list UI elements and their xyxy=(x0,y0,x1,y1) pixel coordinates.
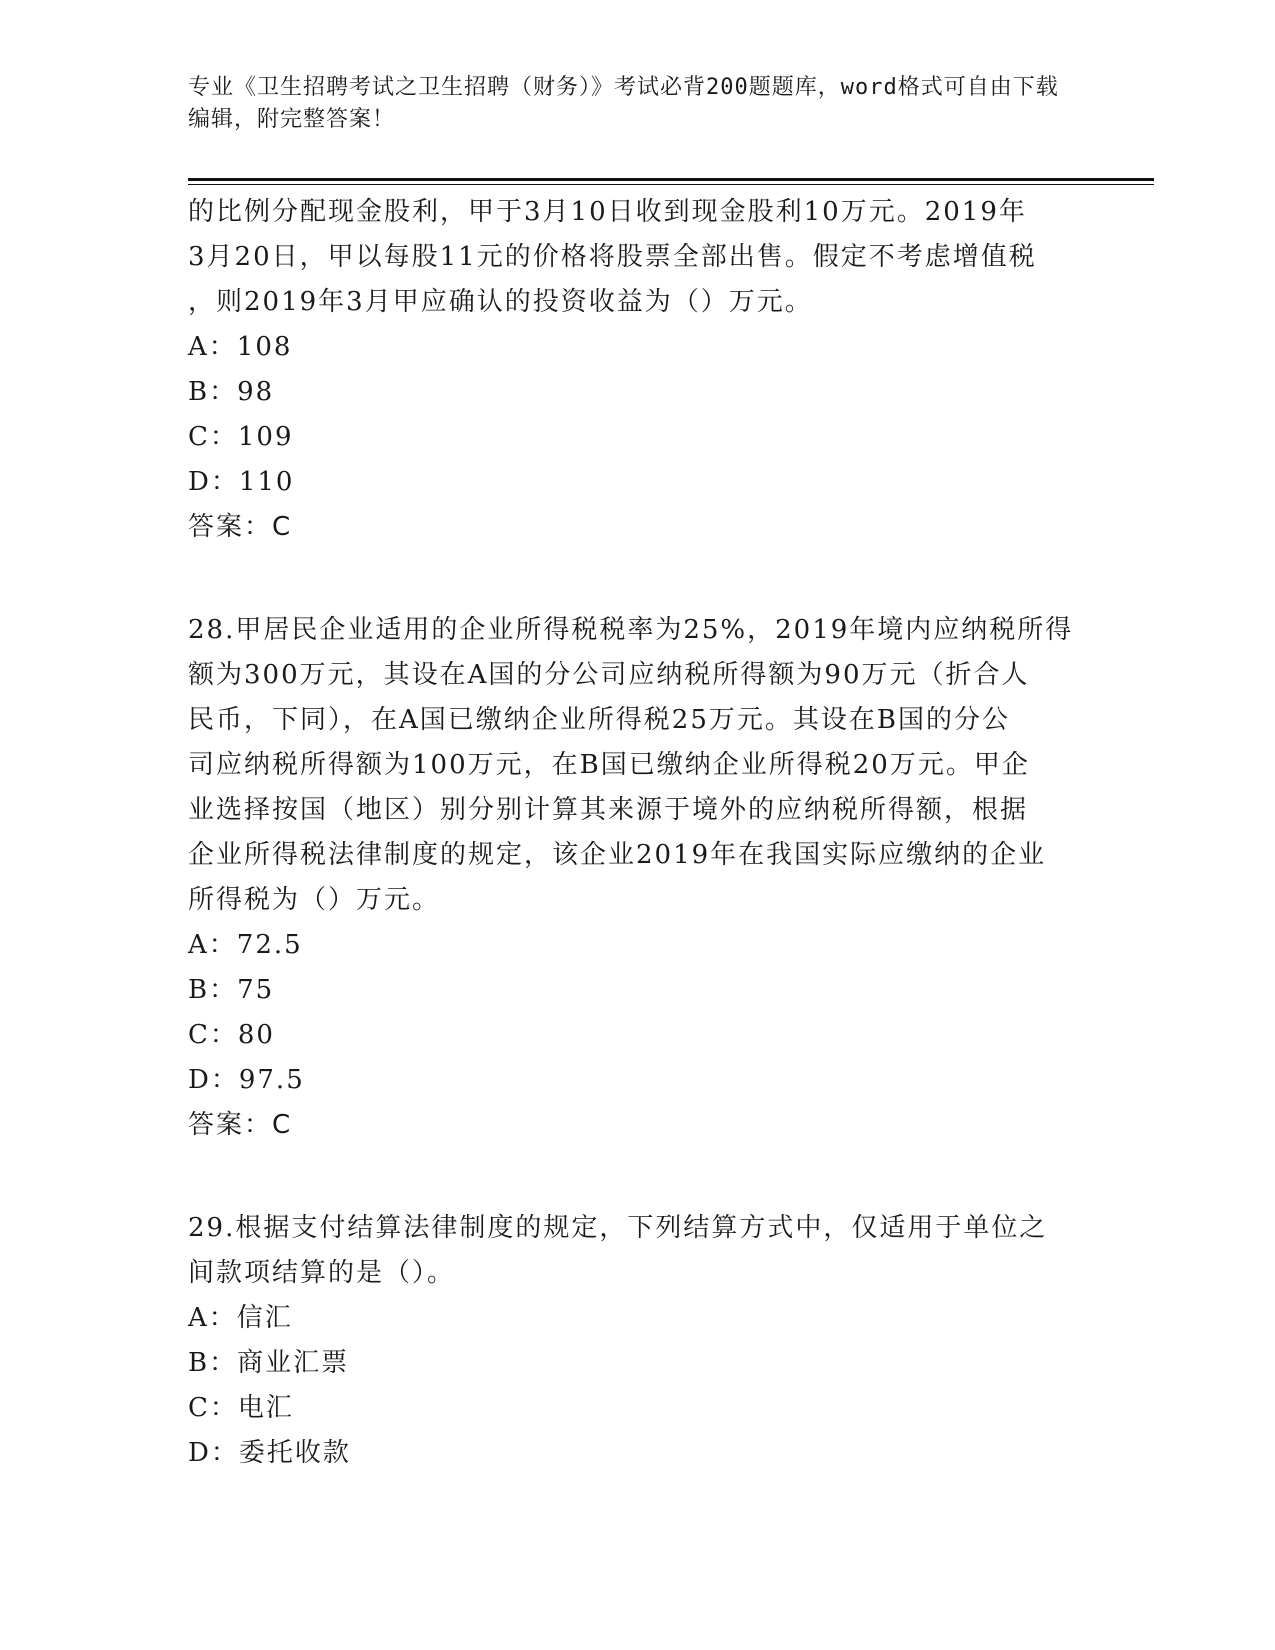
question-stem-line: 业选择按国（地区）别分别计算其来源于境外的应纳税所得额，根据 xyxy=(188,795,1029,825)
option-a: A：72.5 xyxy=(188,930,303,960)
question-stem-line: 司应纳税所得额为100万元，在B国已缴纳企业所得税20万元。甲企 xyxy=(188,750,1030,780)
option-d: D：97.5 xyxy=(188,1065,305,1095)
option-c: C：109 xyxy=(188,422,294,452)
option-b: B：75 xyxy=(188,975,275,1005)
question-stem-line: 28.甲居民企业适用的企业所得税税率为25%，2019年境内应纳税所得 xyxy=(188,615,1074,645)
header-divider-thin xyxy=(188,184,1154,185)
question-stem-line: 29.根据支付结算法律制度的规定，下列结算方式中，仅适用于单位之 xyxy=(188,1213,1048,1243)
question-stem-line: 额为300万元，其设在A国的分公司应纳税所得额为90万元（折合人 xyxy=(188,660,1030,690)
question-stem-line: 所得税为（）万元。 xyxy=(188,885,441,915)
document-header xyxy=(188,72,1068,136)
option-d: D：委托收款 xyxy=(188,1438,351,1468)
option-d: D：110 xyxy=(188,467,295,497)
question-stem-line: 民币，下同），在A国已缴纳企业所得税25万元。其设在B国的分公 xyxy=(188,705,1010,735)
question-stem-line: ，则2019年3月甲应确认的投资收益为（）万元。 xyxy=(188,287,813,317)
question-stem-line: 间款项结算的是（）。 xyxy=(188,1258,456,1288)
question-list xyxy=(188,190,1088,1476)
answer-line: 答案：C xyxy=(188,512,293,542)
option-a: A：信汇 xyxy=(188,1303,293,1333)
option-a: A：108 xyxy=(188,332,293,362)
question-28 xyxy=(188,608,1088,1148)
answer-line: 答案：C xyxy=(188,1110,293,1140)
option-c: C：电汇 xyxy=(188,1393,294,1423)
question-stem-line: 3月20日，甲以每股11元的价格将股票全部出售。假定不考虑增值税 xyxy=(188,242,1037,272)
option-c: C：80 xyxy=(188,1020,275,1050)
option-b: B：商业汇票 xyxy=(188,1348,350,1378)
question-stem-line: 企业所得税法律制度的规定，该企业2019年在我国实际应缴纳的企业 xyxy=(188,840,1047,870)
document-title: 专业《卫生招聘考试之卫生招聘（财务）》考试必背200题题库，word格式可自由下载编辑，附完整答案！ xyxy=(188,75,1059,132)
header-divider xyxy=(188,178,1154,181)
option-b: B：98 xyxy=(188,377,275,407)
question-27 xyxy=(188,190,1088,550)
question-29 xyxy=(188,1206,1088,1476)
question-stem-line: 的比例分配现金股利，甲于3月10日收到现金股利10万元。2019年 xyxy=(188,197,1027,227)
